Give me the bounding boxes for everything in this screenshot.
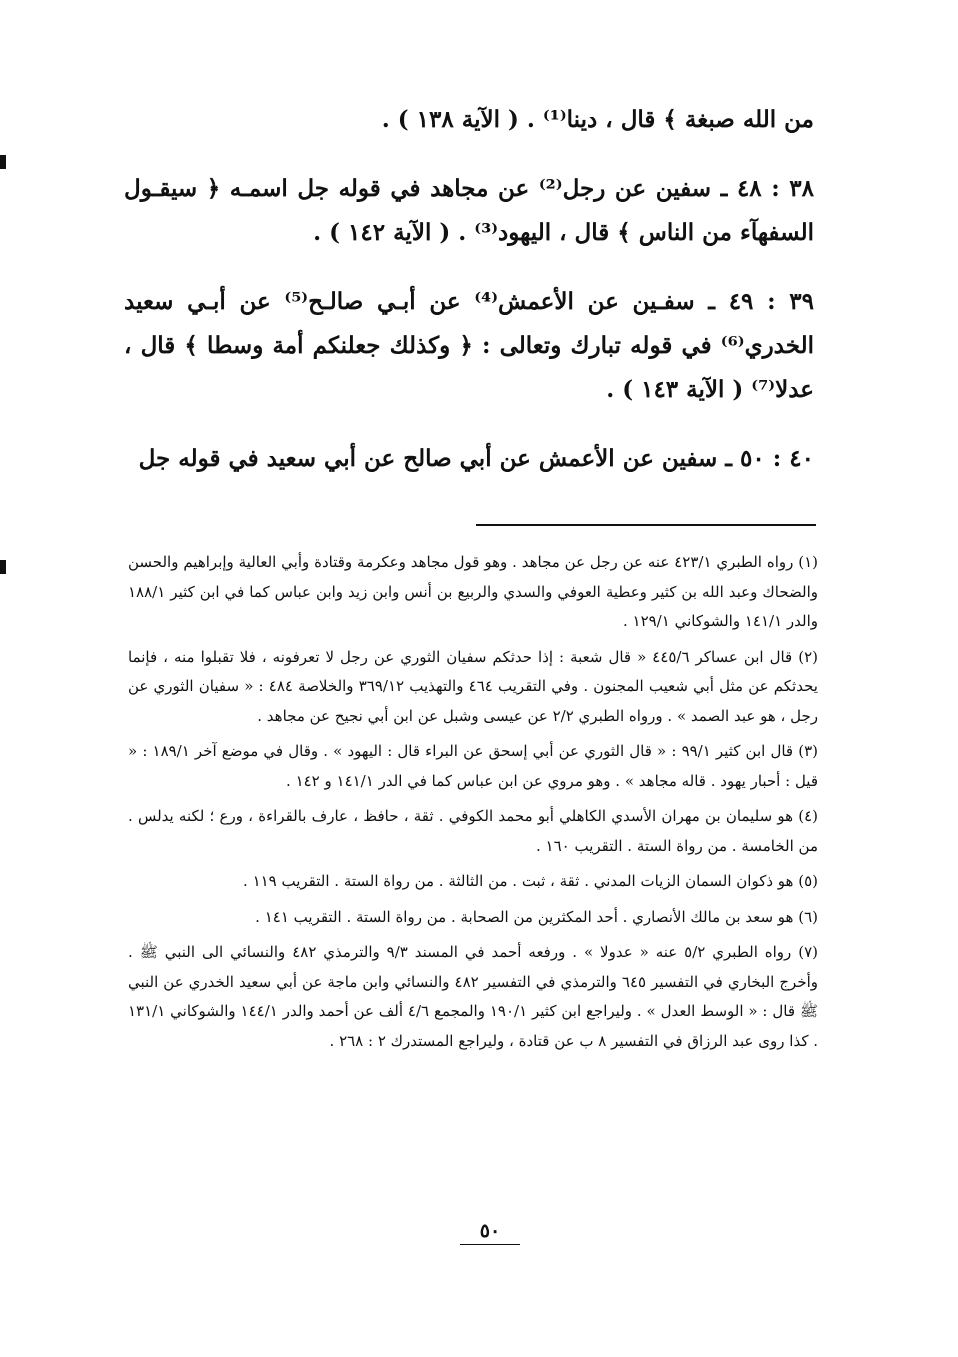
text-entry: من الله صبغة ﴾ قال ، دينا⁽¹⁾ . ( الآية ١٣٨ ) . (381, 106, 814, 133)
scan-edge-mark (0, 155, 6, 169)
footnote: (٥) هو ذكوان السمان الزيات المدني . ثقة ، ثبت . من الثالثة . من رواة الستة . التقريب ١١٩ . (243, 872, 818, 890)
text-entry: ٣٩ : ٤٩ ـ سفـين عن الأعمش⁽⁴⁾ عن أبـي صالـح⁽⁵⁾ عن أبـي سعيد الخدري⁽⁶⁾ في قوله تبارك وتعالى : ﴿ وكذلك جعلنكم أمة وسطا ﴾ قال ، عدلا⁽⁷⁾ ( الآية ١٤٣ ) . (124, 288, 814, 403)
footnote: (٦) هو سعد بن مالك الأنصاري . أحد المكثرين من الصحابة . من رواة الستة . التقريب ١٤١ . (255, 907, 818, 926)
footnotes (128, 548, 818, 1056)
footnote: (٤) هو سليمان بن مهران الأسدي الكاهلي أبو محمد الكوفي . ثقة ، حافظ ، عارف بالقراءة ، ورع ؛ لكنه يدلس . من الخامسة . من رواة الستة . التقريب ١٦٠ . (128, 807, 818, 855)
footnote: (١) رواه الطبري ٤٢٣/١ عنه عن رجل عن مجاهد . وهو قول مجاهد وعكرمة وقتادة وأبي العالية وإبراهيم والحسن والضحاك وعبد الله بن كثير وعطية العوفي والسدي والربيع بن أنس وابن زيد وابن عباس كما في ابن كثير ١٨٨/١ والدر ١٤١/١ والشوكاني ١٢٩/١ . (128, 553, 818, 630)
footnote: (٧) رواه الطبري ٥/٢ عنه « عدولا » . ورفعه أحمد في المسند ٩/٣ والترمذي ٤٨٢ والنسائي الى النبي ﷺ . وأخرج البخاري في التفسير ٦٤٥ والترمذي في التفسير ٤٨٢ والنسائي وابن ماجة عن أبي سعيد الخدري عن النبي ﷺ قال : « الوسط العدل » . وليراجع ابن كثير ١٩٠/١ والمجمع ٤/٦ ألف عن أحمد والدر ١٤٤/١ والشوكاني ١٣١/١ . كذا روى عبد الرزاق في التفسير ٨ ب عن قتادة ، وليراجع المستدرك ٢ : ٢٦٨ . (128, 943, 818, 1050)
footnote: (٣) قال ابن كثير ٩٩/١ : « قال الثوري عن أبي إسحق عن البراء قال : اليهود » . وقال في موضع آخر ١٨٩/١ : « قيل : أحبار يهود . قاله مجاهد » . وهو مروي عن ابن عباس كما في الدر ١٤١/١ و ١٤٢ . (128, 742, 818, 790)
text-entry: ٣٨ : ٤٨ ـ سفين عن رجل⁽²⁾ عن مجاهد في قوله جل اسمـه ﴿ سيقـول السفهآء من الناس ﴾ قال ، اليهود⁽³⁾ . ( الآية ١٤٢ ) . (124, 175, 814, 246)
page-number: ٥٠ (460, 1218, 520, 1245)
main-text (124, 98, 814, 481)
footnote-separator (476, 524, 816, 526)
scan-edge-mark (0, 560, 6, 574)
footnote: (٢) قال ابن عساكر ٤٤٥/٦ « قال شعبة : إذا حدثكم سفيان الثوري عن رجل لا تعرفونه ، فلا تقبلوا منه ، فإنما يحدثكم عن مثل أبي شعيب المجنون . وفي التقريب ٤٦٤ والتهذيب ٣٦٩/١٢ والخلاصة ٤٨٤ : « سفيان الثوري عن رجل ، هو عبد الصمد » . ورواه الطبري ٢/٢ عن عيسى وشبل عن ابن أبي نجيح عن مجاهد . (128, 647, 818, 725)
text-entry: ٤٠ : ٥٠ ـ سفين عن الأعمش عن أبي صالح عن أبي سعيد في قوله جل (138, 445, 814, 472)
